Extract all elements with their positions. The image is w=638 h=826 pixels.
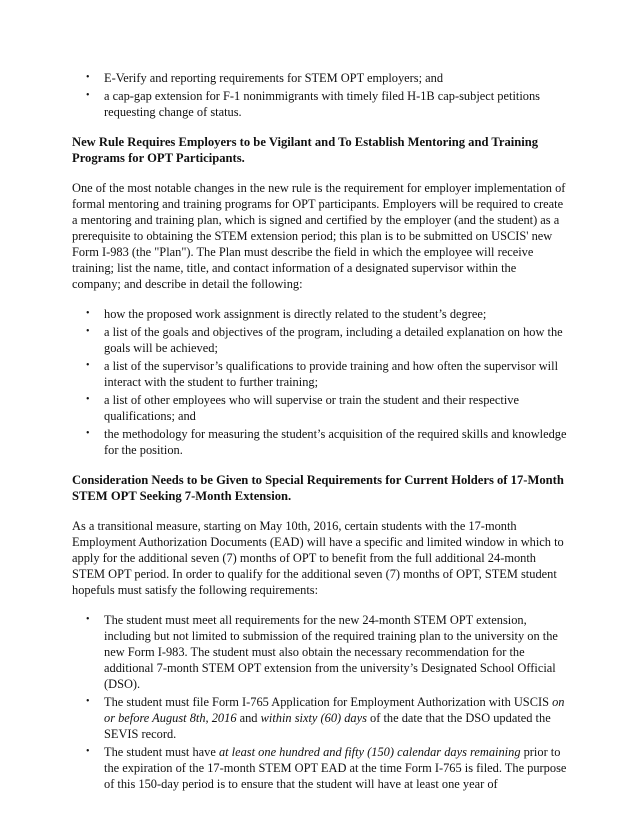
section-heading-transition: Consideration Needs to be Given to Special Requirements for Current Holders of 17-Month STEM OPT Seeking 7-Month Extension. <box>72 473 564 503</box>
list-opt-provisions <box>72 70 568 120</box>
bullet-icon: • <box>86 308 90 319</box>
bullet-icon: • <box>86 394 90 405</box>
list-item: • E-Verify and reporting requirements for STEM OPT employers; and <box>86 71 444 85</box>
list-item: • The student must have at least one hundred and fifty (150) calendar days remaining prior to the expiration of the 17-month STEM OPT EAD at the time Form I-765 is filed. The purpose of this 150-day period is to ensure that the student will have at least one year of <box>86 745 567 791</box>
bullet-icon: • <box>86 696 90 707</box>
bullet-icon: • <box>86 614 90 625</box>
list-item: • the methodology for measuring the student’s acquisition of the required skills and knowledge for the position. <box>86 427 567 457</box>
bullet-icon: • <box>86 428 90 439</box>
section-heading-mentoring: New Rule Requires Employers to be Vigilant and To Establish Mentoring and Training Programs for OPT Participants. <box>72 135 539 165</box>
list-transition-requirements <box>72 612 568 792</box>
list-item: • a list of other employees who will supervise or train the student and their respective qualifications; and <box>86 393 519 423</box>
document-body <box>72 70 568 794</box>
deadline-emphasis: on or before August 8th, 2016 <box>104 695 565 725</box>
list-item: • a list of the goals and objectives of the program, including a detailed explanation on how the goals will be achieved; <box>86 325 563 355</box>
list-item: • a cap-gap extension for F-1 nonimmigrants with timely filed H-1B cap-subject petitions requesting change of status. <box>86 89 540 119</box>
paragraph-mentoring: One of the most notable changes in the new rule is the requirement for employer implementation of formal mentoring and training programs for OPT participants. Employers will be required to create a mentoring and training plan, which is signed and certified by the employer (and the student) as a prerequisite to obtaining the STEM extension period; this plan is to be submitted on USCIS' new Form I-983 (the "Plan"). The Plan must describe the field in which the employee will receive training; list the name, title, and contact information of a designated supervisor within the company; and describe in detail the following: <box>72 181 566 291</box>
bullet-icon: • <box>86 72 90 83</box>
days-remaining-emphasis: at least one hundred and fifty (150) calendar days remaining <box>218 745 521 759</box>
bullet-icon: • <box>86 90 90 101</box>
list-item: • The student must file Form I-765 Application for Employment Authorization with USCIS on or before August 8th, 2016 and within sixty (60) days of the date that the DSO updated the SEVIS record. <box>86 695 565 741</box>
list-item: • how the proposed work assignment is directly related to the student’s degree; <box>86 307 487 321</box>
list-item: • The student must meet all requirements for the new 24-month STEM OPT extension, including but not limited to submission of the required training plan to the university on the new Form I-983. The student must also obtain the necessary recommendation for the additional 7-month STEM OPT extension from the university’s Designated School Official (DSO). <box>86 613 558 691</box>
list-plan-requirements <box>72 306 568 458</box>
bullet-icon: • <box>86 326 90 337</box>
bullet-icon: • <box>86 360 90 371</box>
bullet-icon: • <box>86 746 90 757</box>
window-emphasis: within sixty (60) days <box>260 711 367 725</box>
paragraph-transition: As a transitional measure, starting on May 10th, 2016, certain students with the 17-month Employment Authorization Documents (EAD) will have a specific and limited window in which to apply for the additional seven (7) months of OPT to benefit from the full additional 24-month STEM OPT period. In order to qualify for the additional seven (7) months of OPT, STEM student hopefuls must satisfy the following requirements: <box>72 519 564 597</box>
list-item: • a list of the supervisor’s qualifications to provide training and how often the supervisor will interact with the student to further training; <box>86 359 559 389</box>
